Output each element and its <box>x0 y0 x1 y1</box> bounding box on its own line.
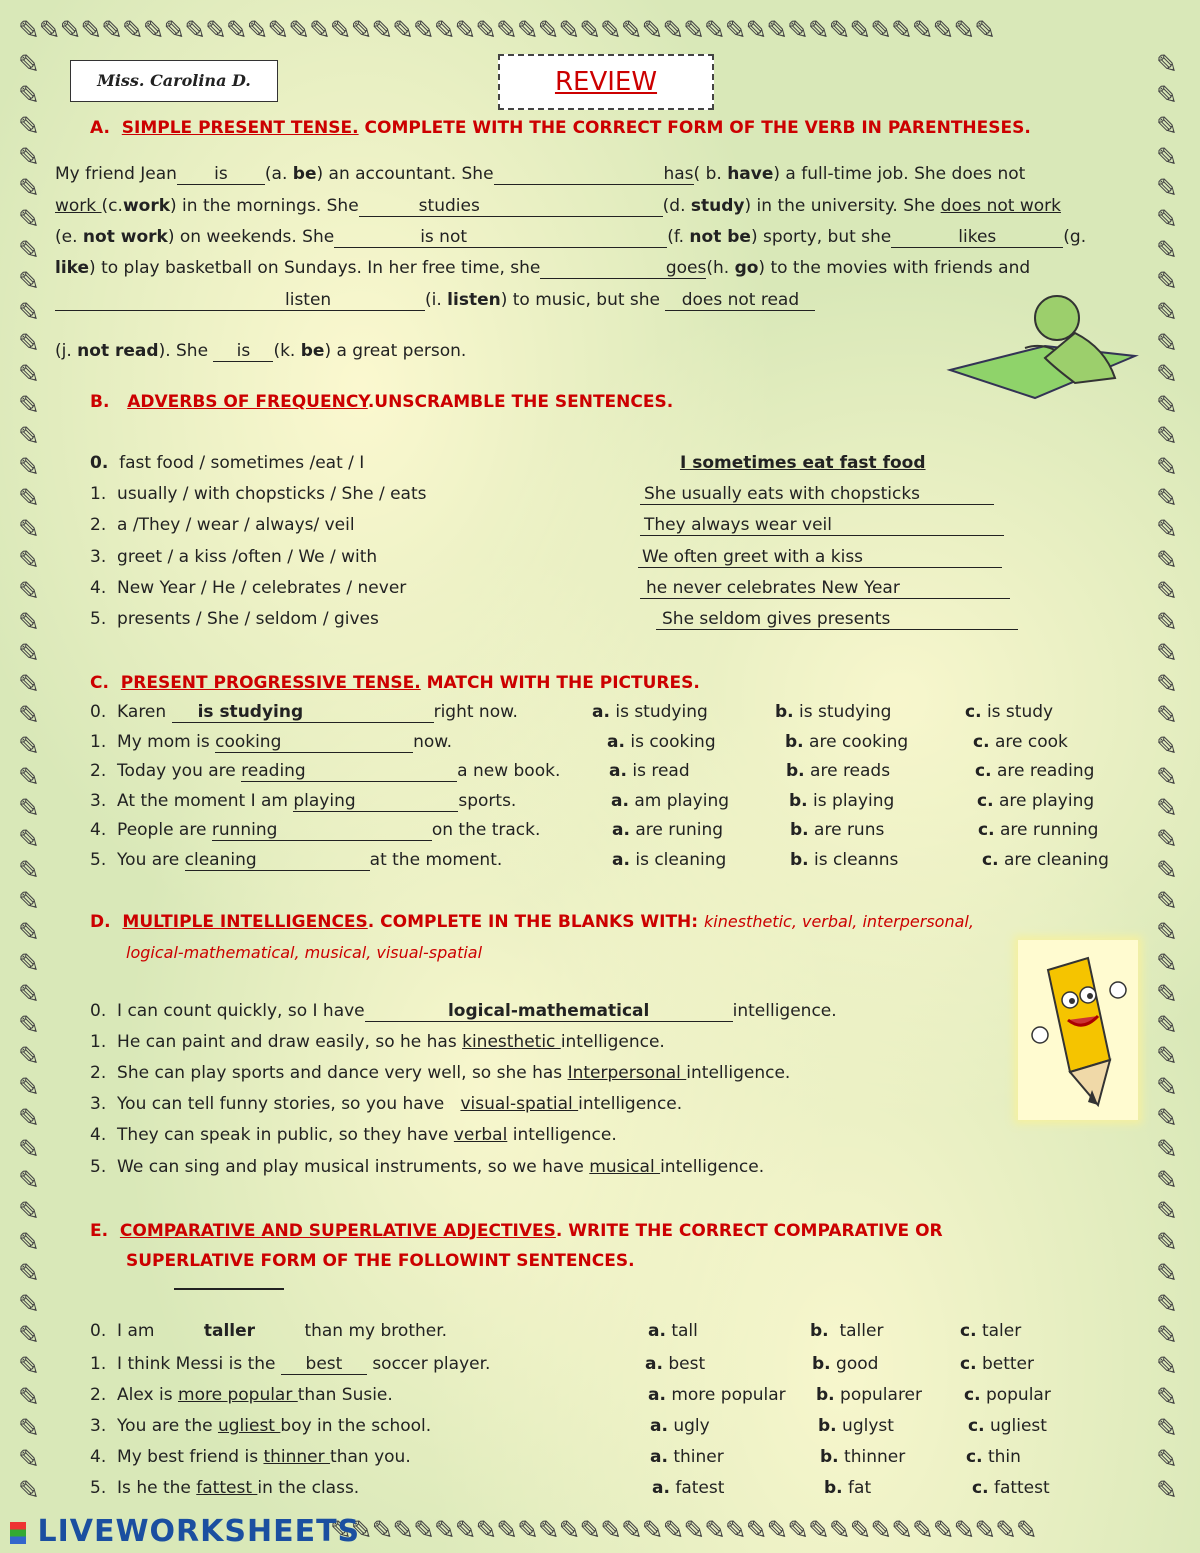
list-item: 3. At the moment I am playing sports. <box>90 791 517 811</box>
option-a[interactable]: a. am playing <box>611 791 730 811</box>
list-item: 3. greet / a kiss /often / We / with <box>90 547 378 567</box>
section-d-options: logical-mathematical, musical, visual-spatial <box>126 943 483 962</box>
page-title: REVIEW <box>498 54 714 110</box>
option-b[interactable]: b. are reads <box>786 761 891 781</box>
list-item: 0. fast food / sometimes /eat / I <box>90 453 365 473</box>
answer-field[interactable]: ugliest <box>217 1416 281 1436</box>
option-a[interactable]: a. is studying <box>592 702 708 722</box>
section-d-heading: D. MULTIPLE INTELLIGENCES. COMPLETE IN THE BLANKS WITH: kinesthetic, verbal, interpersonal, <box>90 912 974 932</box>
option-b[interactable]: b. is playing <box>789 791 895 811</box>
option-a[interactable]: a. fatest <box>652 1478 725 1498</box>
answer-example: logical-mathematical <box>365 1001 733 1022</box>
list-item: 1. I think Messi is the best soccer player. <box>90 1354 491 1374</box>
option-a[interactable]: a. thiner <box>650 1447 724 1467</box>
section-a-line-6: (j. not read). She is (k. be) a great person. <box>55 341 467 361</box>
list-item: 1. usually / with chopsticks / She / eats <box>90 484 427 504</box>
section-e-heading-cont: SUPERLATIVE FORM OF THE FOLLOWINT SENTENCES. <box>126 1251 635 1271</box>
answer-field[interactable]: She usually eats with chopsticks <box>640 484 994 505</box>
answer-h[interactable]: goes <box>540 258 706 279</box>
option-c[interactable]: c. are cleaning <box>982 850 1109 870</box>
answer-field[interactable]: She seldom gives presents <box>656 609 1018 630</box>
section-a-line-2: work (c.work) in the mornings. She studies (d. study) in the university. She does not work <box>55 196 1061 216</box>
section-c-heading: C. PRESENT PROGRESSIVE TENSE. MATCH WITH THE PICTURES. <box>90 673 700 693</box>
list-item: 2. She can play sports and dance very well, so she has Interpersonal intelligence. <box>90 1063 791 1083</box>
pencil-border-bottom: ✎✎✎✎✎✎✎✎✎✎✎✎✎✎✎✎✎✎✎✎✎✎✎✎✎✎✎✎✎✎✎✎✎✎ <box>330 1518 1037 1546</box>
answer-field[interactable]: verbal <box>453 1125 508 1145</box>
pencil-border-top: ✎✎✎✎✎✎✎✎✎✎✎✎✎✎✎✎✎✎✎✎✎✎✎✎✎✎✎✎✎✎✎✎✎✎✎✎✎✎✎✎✎✎✎✎✎✎✎ <box>18 18 995 46</box>
pencil-border-left: ✎✎✎✎✎✎✎✎✎✎✎✎✎✎✎✎✎✎✎✎✎✎✎✎✎✎✎✎✎✎✎✎✎✎✎✎✎✎✎✎✎✎✎✎✎✎✎ <box>18 50 39 1506</box>
list-item: 2. Alex is more popular than Susie. <box>90 1385 393 1405</box>
answer-field[interactable]: musical <box>589 1157 661 1177</box>
list-item: 3. You can tell funny stories, so you have visual-spatial intelligence. <box>90 1094 683 1114</box>
answer-field[interactable]: playing <box>293 791 458 812</box>
list-item: 4. They can speak in public, so they have verbal intelligence. <box>90 1125 617 1145</box>
list-item: 0. I am taller than my brother. <box>90 1321 448 1341</box>
answer-field[interactable]: cooking <box>215 732 413 753</box>
answer-field[interactable]: We often greet with a kiss <box>638 547 1002 568</box>
section-a-heading: A. SIMPLE PRESENT TENSE. COMPLETE WITH THE CORRECT FORM OF THE VERB IN PARENTHESES. <box>90 118 1031 138</box>
option-b[interactable]: b. taller <box>810 1321 884 1341</box>
answer-i[interactable]: listen <box>55 290 425 311</box>
option-c[interactable]: c. are playing <box>977 791 1095 811</box>
option-b[interactable]: b. popularer <box>816 1385 923 1405</box>
option-c[interactable]: c. taler <box>960 1321 1022 1341</box>
teacher-name-box: Miss. Carolina D. <box>70 60 278 102</box>
answer-k[interactable]: is <box>213 341 273 362</box>
answer-example: is studying <box>172 702 434 723</box>
pencil-mascot-icon <box>1018 940 1138 1120</box>
answer-f[interactable]: is not <box>334 227 667 248</box>
option-c[interactable]: c. thin <box>966 1447 1021 1467</box>
answer-example: taller <box>203 1321 256 1341</box>
option-a[interactable]: a. ugly <box>650 1416 710 1436</box>
list-item: 0. I can count quickly, so I have logical-mathematical intelligence. <box>90 1001 837 1021</box>
list-item: 4. My best friend is thinner than you. <box>90 1447 411 1467</box>
answer-field[interactable]: visual-spatial <box>460 1094 579 1114</box>
list-item: 5. We can sing and play musical instruments, so we have musical intelligence. <box>90 1157 765 1177</box>
option-a[interactable]: a. is cooking <box>607 732 716 752</box>
option-c[interactable]: c. is study <box>965 702 1054 722</box>
answer-b[interactable]: has <box>494 164 694 185</box>
reading-man-illustration <box>945 288 1145 408</box>
option-b[interactable]: b. is studying <box>775 702 892 722</box>
list-item: 5. presents / She / seldom / gives <box>90 609 379 629</box>
answer-c[interactable]: work <box>55 196 102 216</box>
divider <box>174 1288 284 1290</box>
answer-field[interactable]: fattest <box>196 1478 258 1498</box>
list-item: 4. People are running on the track. <box>90 820 541 840</box>
section-a-line-5: listen (i. listen) to music, but she does not read <box>55 290 815 311</box>
option-a[interactable]: a. best <box>645 1354 706 1374</box>
liveworksheets-logo[interactable]: LIVEWORKSHEETS <box>10 1514 360 1549</box>
logo-mark-icon <box>10 1522 26 1544</box>
list-item: 1. He can paint and draw easily, so he has kinesthetic intelligence. <box>90 1032 665 1052</box>
answer-field[interactable]: best <box>281 1354 367 1375</box>
option-c[interactable]: c. better <box>960 1354 1034 1374</box>
option-a[interactable]: a. tall <box>648 1321 698 1341</box>
answer-field[interactable]: Interpersonal <box>567 1063 687 1083</box>
option-b[interactable]: b. are runs <box>790 820 885 840</box>
option-b[interactable]: b. fat <box>824 1478 872 1498</box>
list-item: 2. Today you are reading a new book. <box>90 761 561 781</box>
answer-field[interactable]: more popular <box>178 1385 298 1405</box>
option-b[interactable]: b. thinner <box>820 1447 906 1467</box>
list-item: 4. New Year / He / celebrates / never <box>90 578 407 598</box>
list-item: 2. a /They / wear / always/ veil <box>90 515 355 535</box>
answer-field[interactable]: running <box>212 820 432 841</box>
option-a[interactable]: a. more popular <box>648 1385 786 1405</box>
option-c[interactable]: c. are running <box>978 820 1099 840</box>
option-a[interactable]: a. are runing <box>612 820 724 840</box>
answer-field[interactable]: reading <box>241 761 457 782</box>
option-c[interactable]: c. are cook <box>973 732 1068 752</box>
answer-field[interactable]: thinner <box>263 1447 331 1467</box>
list-item: 5. You are cleaning at the moment. <box>90 850 503 870</box>
section-a-line-4: like) to play basketball on Sundays. In her free time, she goes(h. go) to the movies with friends and <box>55 258 1031 278</box>
section-e-heading: E. COMPARATIVE AND SUPERLATIVE ADJECTIVES. WRITE THE CORRECT COMPARATIVE OR <box>90 1221 943 1241</box>
list-item: 3. You are the ugliest boy in the school. <box>90 1416 432 1436</box>
answer-field[interactable]: cleaning <box>185 850 370 871</box>
option-b[interactable]: b. good <box>812 1354 879 1374</box>
answer-e[interactable]: does not work <box>940 196 1061 216</box>
answer-field[interactable]: he never celebrates New Year <box>640 578 1010 599</box>
section-a-line-1: My friend Jean is (a. be) an accountant. She has( b. have) a full-time job. She does not <box>55 164 1026 184</box>
list-item: 5. Is he the fattest in the class. <box>90 1478 360 1498</box>
option-c[interactable]: c. popular <box>964 1385 1051 1405</box>
list-item: 1. My mom is cooking now. <box>90 732 453 752</box>
answer-example: I sometimes eat fast food <box>680 453 926 473</box>
answer-g[interactable]: likes <box>891 227 1063 248</box>
answer-d[interactable]: studies <box>359 196 663 217</box>
answer-field[interactable]: They always wear veil <box>640 515 1004 536</box>
option-a[interactable]: a. is read <box>609 761 690 781</box>
option-b[interactable]: b. is cleanns <box>790 850 899 870</box>
section-a-line-3: (e. not work) on weekends. She is not (f. not be) sporty, but she likes (g. <box>55 227 1087 247</box>
option-c[interactable]: c. ugliest <box>968 1416 1047 1436</box>
option-a[interactable]: a. is cleaning <box>612 850 727 870</box>
section-b-heading: B. ADVERBS OF FREQUENCY.UNSCRAMBLE THE SENTENCES. <box>90 392 674 412</box>
pencil-border-right: ✎✎✎✎✎✎✎✎✎✎✎✎✎✎✎✎✎✎✎✎✎✎✎✎✎✎✎✎✎✎✎✎✎✎✎✎✎✎✎✎✎✎✎✎✎✎✎ <box>1156 50 1177 1506</box>
option-b[interactable]: b. uglyst <box>818 1416 894 1436</box>
option-b[interactable]: b. are cooking <box>785 732 909 752</box>
list-item: 0. Karen is studying right now. <box>90 702 518 722</box>
answer-field[interactable]: kinesthetic <box>462 1032 561 1052</box>
pencil-mascot-illustration <box>1018 940 1138 1120</box>
answer-a[interactable]: is <box>177 164 265 185</box>
option-c[interactable]: c. are reading <box>975 761 1095 781</box>
answer-j[interactable]: does not read <box>665 290 815 311</box>
option-c[interactable]: c. fattest <box>972 1478 1050 1498</box>
